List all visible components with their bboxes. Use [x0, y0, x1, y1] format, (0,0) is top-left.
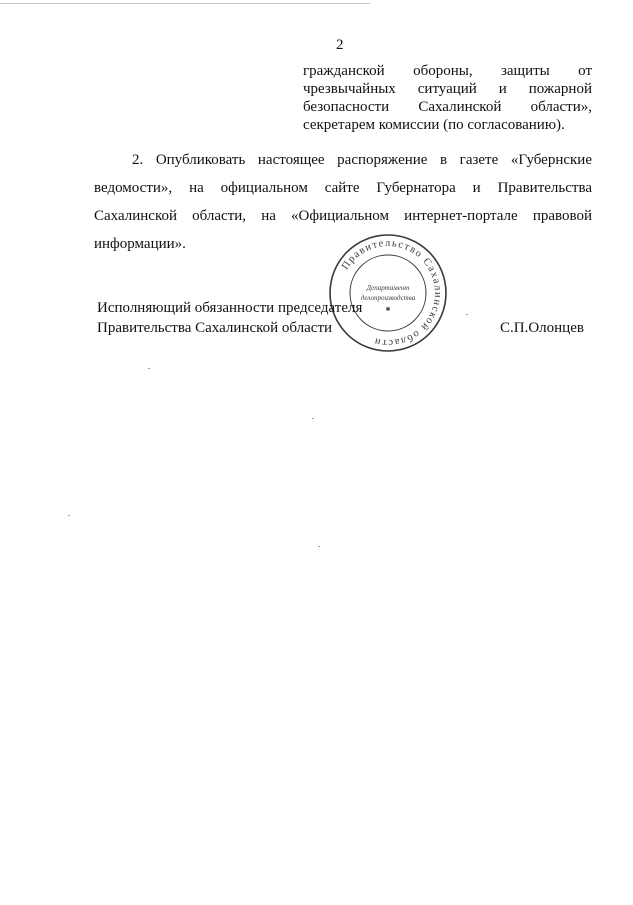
continuation-line: секретарем комиссии (по согласованию). [303, 117, 565, 133]
continuation-line: чрезвычайных ситуаций и пожарной [303, 81, 592, 97]
signatory-name: С.П.Олонцев [500, 320, 584, 336]
seal-center-line-1: Департамент [366, 284, 410, 292]
seal-star-icon: ✱ [385, 307, 391, 313]
scan-speck [312, 418, 314, 419]
signatory-title-line: Исполняющий обязанности председателя [97, 300, 363, 316]
continuation-line: гражданской обороны, защиты от [303, 63, 592, 79]
page-number: 2 [336, 37, 344, 53]
continuation-line: безопасности Сахалинской области», [303, 99, 592, 115]
seal-center-line-2: делопроизводства [360, 294, 416, 302]
scan-speck [318, 546, 320, 547]
paragraph-line: Сахалинской области, на «Официальном интернет-портале правовой [94, 208, 592, 224]
scan-speck [466, 314, 468, 315]
scan-speck [148, 368, 150, 369]
signatory-title-line: Правительства Сахалинской области [97, 320, 333, 336]
signatory-title [97, 298, 362, 338]
seal-ring-text: Правительство Сахалинской области [340, 237, 444, 349]
scan-edge-line [0, 3, 370, 4]
paragraph-line: информации». [94, 236, 186, 252]
paragraph-line: ведомости», на официальном сайте Губернатора и Правительства [94, 180, 592, 196]
continuation-block [303, 62, 592, 134]
scan-speck [68, 515, 70, 516]
paragraph-line: 2. Опубликовать настоящее распоряжение в газете «Губернские [132, 152, 592, 168]
